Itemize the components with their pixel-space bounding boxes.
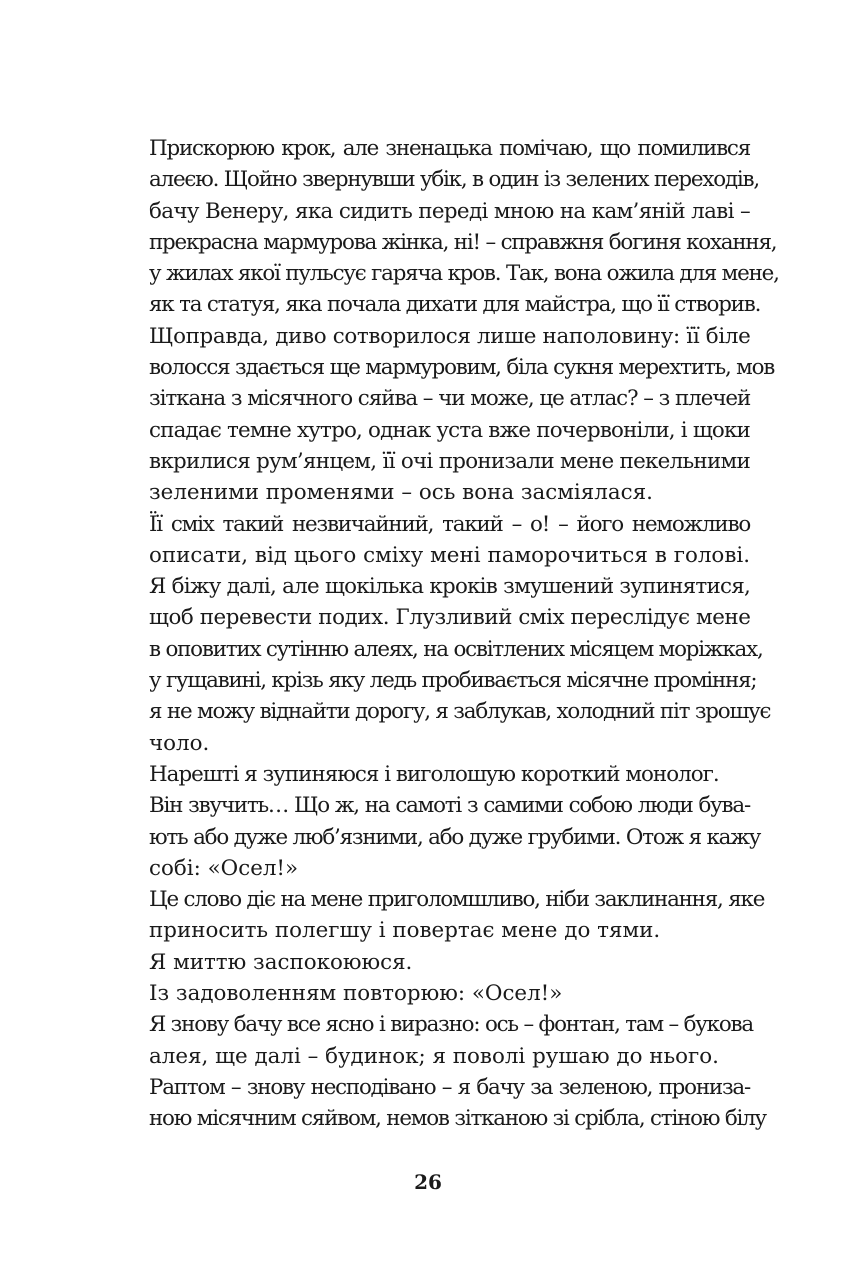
text-line: алея, ще далі – будинок; я поволі рушаю до нього.	[149, 1043, 719, 1069]
text-line: Прискорюю крок, але зненацька помічаю, що помилився	[149, 136, 750, 161]
text-line: Раптом – знову несподівано – я бачу за зеленою, пронизa-	[149, 1074, 750, 1100]
text-line: щоб перевести подих. Глузливий сміх переслідує мене	[149, 605, 751, 631]
text-line: Він звучить… Що ж, на самоті з самими собою люди бува-	[149, 793, 750, 819]
text-line: як та статуя, яка почала дихати для майстра, що її створив.	[149, 292, 761, 318]
text-line: Я миттю заспокоююся.	[149, 949, 413, 975]
text-line: бачу Венеру, яка сидить переді мною на кам’яній лаві –	[149, 198, 750, 224]
paragraph	[118, 978, 750, 1009]
text-line: зеленими променями – ось вона засміялася.	[149, 480, 653, 506]
page-number: 26	[414, 1170, 442, 1194]
paragraph	[118, 1009, 753, 1072]
text-line: Я біжу далі, але щокілька кроків змушений зупинятися,	[149, 574, 750, 600]
text-line: у гущавині, крізь яку ледь пробивається місячне проміння;	[149, 668, 757, 694]
text-line: зіткана з місячного сяйва – чи може, це атлас? – з плечей	[149, 386, 751, 412]
text-line: я не можу віднайти дорогу, я заблукав, холодний піт зрошує	[149, 699, 771, 725]
text-line: описати, від цього сміху мені паморочиться в голові.	[149, 542, 750, 568]
text-line: спадає темне хутро, однак уста вже почервоніли, і щоки	[149, 417, 750, 443]
text-line: собі: «Осел!»	[149, 855, 299, 881]
text-line: в оповитих сутінню алеях, на освітлених місяцем моріжках,	[149, 636, 763, 662]
paragraph	[118, 947, 750, 978]
text-line: волосся здається ще мармуровим, біла сукня мерехтить, мов	[149, 355, 775, 381]
text-line: Із задоволенням повторюю: «Осел!»	[149, 981, 563, 1007]
text-line: ною місячним сяйвом, немов зітканою зі срібла, стіною білу	[149, 1106, 766, 1132]
text-line: Це слово діє на мене приголомшливо, ніби заклинання, яке	[149, 887, 765, 913]
text-line: прекрасна мармурова жінка, ні! – справжня богиня кохання,	[149, 229, 777, 255]
text-line: вкрилися рум’янцем, її очі пронизали мене пекельними	[149, 448, 750, 474]
paragraph	[118, 1072, 766, 1135]
text-line: приносить полегшу і повертає мене до тями.	[149, 918, 661, 944]
text-line: чоло.	[149, 730, 210, 756]
text-line: Я знову бачу все ясно і виразно: ось – фонтан, там – букова	[149, 1012, 753, 1038]
text-line: у жилах якої пульсує гаряча кров. Так, вона ожила для мене,	[149, 261, 779, 287]
text-line: Її сміх такий незвичайний, такий – о! – його неможливо	[149, 511, 750, 537]
text-line: алеєю. Щойно звернувши убік, в один із зелених переходів,	[149, 167, 759, 193]
paragraph	[118, 133, 779, 509]
text-line: Нарешті я зупиняюся і виголошую короткий монолог.	[149, 761, 719, 787]
paragraph	[118, 884, 765, 947]
body-text	[118, 133, 779, 1135]
paragraph	[118, 509, 771, 759]
paragraph	[118, 759, 750, 790]
text-line: Щоправда, диво сотворилося лише наполовину: її біле	[149, 323, 751, 349]
text-line: ють або дуже люб’язними, або дуже грубими. Отож я кажу	[149, 824, 761, 850]
paragraph	[118, 790, 761, 884]
